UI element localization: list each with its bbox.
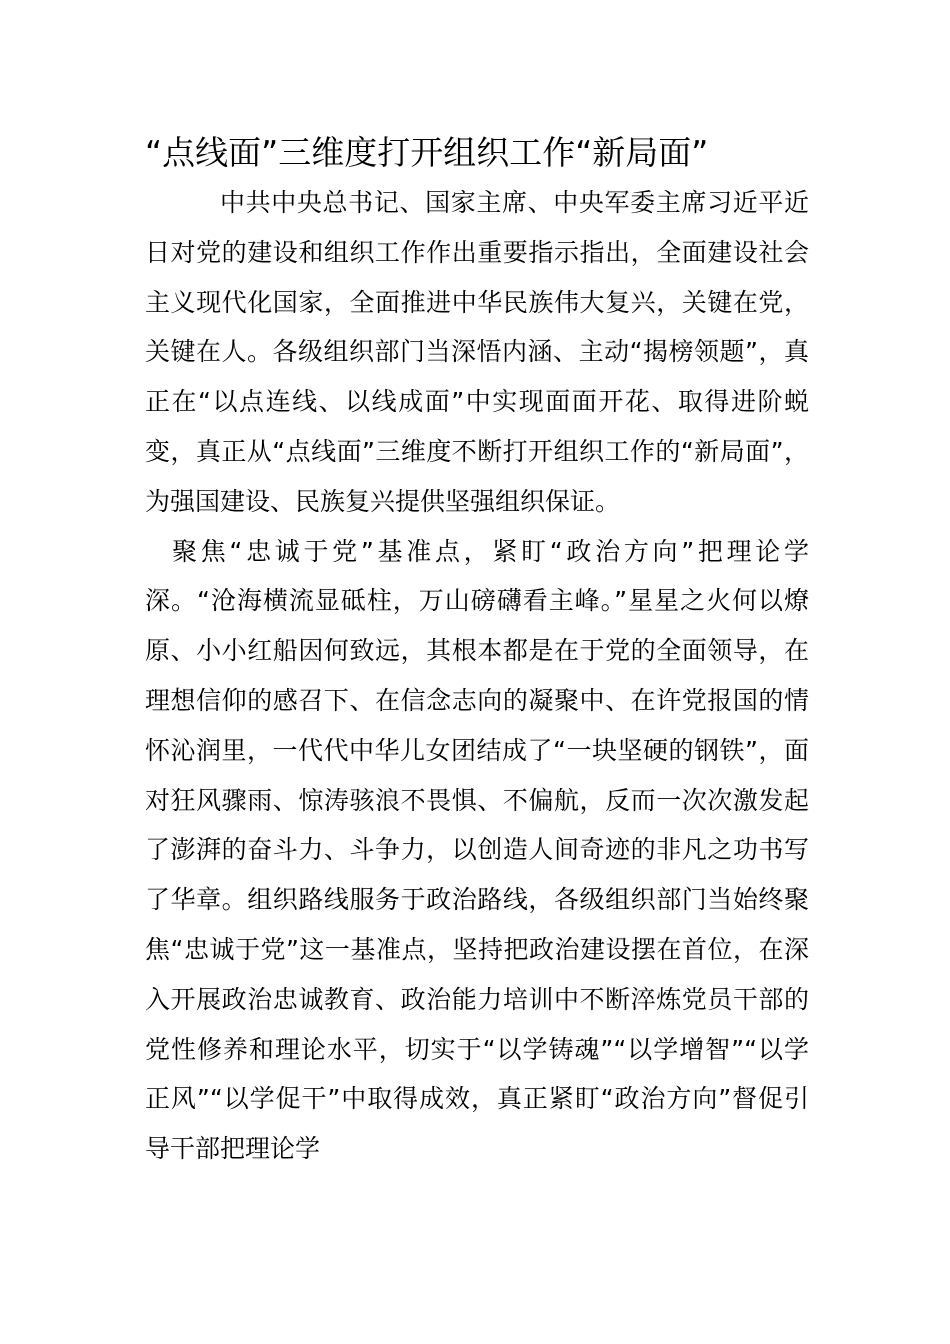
paragraph-political-direction: 聚焦“忠诚于党”基准点，紧盯“政治方向”把理论学深。“沧海横流显砥柱，万山磅礴看主峰。”星星之火何以燎原、小小红船因何致远，其根本都是在于党的全面领导，在理想信仰的感召下、在信念志向的凝聚中、在许党报国的情怀沁润里，一代代中华儿女团结成了“一块坚硬的钢铁”，面对狂风骤雨、惊涛骇浪不畏惧、不偏航，反而一次次激发起了澎湃的奋斗力、斗争力，以创造人间奇迹的非凡之功书写了华章。组织路线服务于政治路线，各级组织部门当始终聚焦“忠诚于党”这一基准点，坚持把政治建设摆在首位，在深入开展政治忠诚教育、政治能力培训中不断淬炼党员干部的党性修养和理论水平，切实于“以学铸魂”“以学增智”“以学正风”“以学促干”中取得成效，真正紧盯“政治方向”督促引导干部把理论学 xyxy=(145,536,809,1164)
document-title: “点线面”三维度打开组织工作“新局面” xyxy=(145,133,709,172)
document-body xyxy=(145,128,809,1174)
paragraph-intro: 中共中央总书记、国家主席、中央军委主席习近平近日对党的建设和组织工作作出重要指示指出，全面建设社会主义现代化国家，全面推进中华民族伟大复兴，关键在党，关键在人。各级组织部门当深悟内涵、主动“揭榜领题”，真正在“以点连线、以线成面”中实现面面开花、取得进阶蜕变，真正从“点线面”三维度不断打开组织工作的“新局面”，为强国建设、民族复兴提供坚强组织保证。 xyxy=(145,188,809,516)
